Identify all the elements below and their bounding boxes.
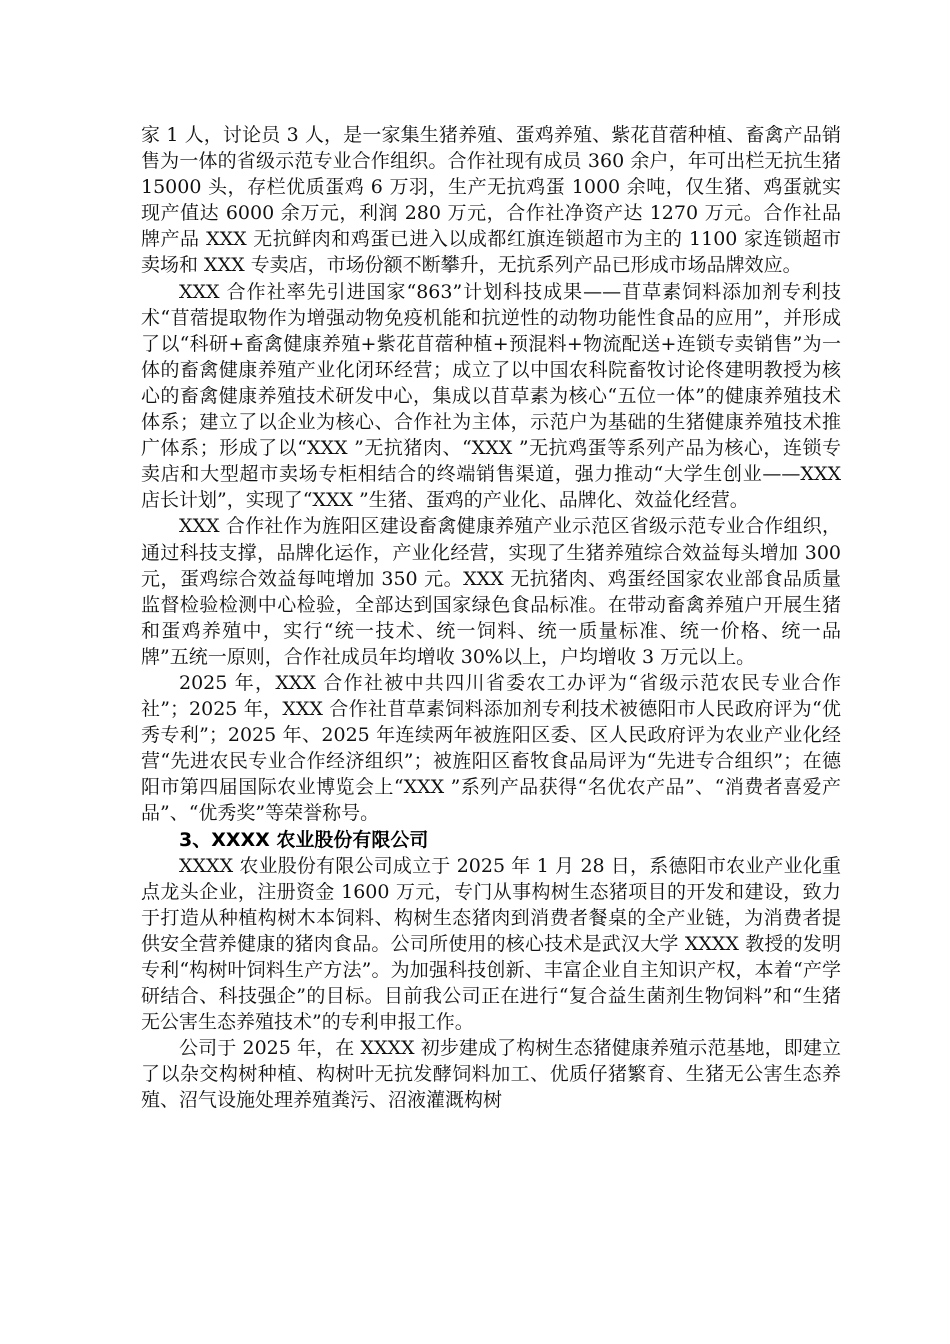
body-paragraph: 2025 年，XXX 合作社被中共四川省委农工办评为“省级示范农民专业合作社”；2025 年，XXX 合作社苜草素饲料添加剂专利技术被德阳市人民政府评为“优秀专利”；2025 年、2025 年连续两年被旌阳区委、区人民政府评为农业产业化经营“先进农民专业合作经济组织”；被旌阳区畜牧食品局评为“先进专合组织”；在德阳市第四届国际农业博览会上“XXX ”系列产品获得“名优农产品”、“消费者喜爱产品”、“优秀奖”等荣誉称号。 bbox=[141, 671, 841, 825]
body-paragraph: 家 1 人，讨论员 3 人，是一家集生猪养殖、蛋鸡养殖、紫花苜蓿种植、畜禽产品销售为一体的省级示范专业合作组织。合作社现有成员 360 余户，年可出栏无抗生猪 15000 头，存栏优质蛋鸡 6 万羽，生产无抗鸡蛋 1000 余吨，仅生猪、鸡蛋就实现产值达 6000 余万元，利润 280 万元，合作社净资产达 1270 万元。合作社品牌产品 XXX 无抗鲜肉和鸡蛋已进入以成都红旗连锁超市为主的 1100 家连锁超市卖场和 XXX 专卖店，市场份额不断攀升，无抗系列产品已形成市场品牌效应。 bbox=[141, 124, 841, 277]
body-paragraph: XXX 合作社作为旌阳区建设畜禽健康养殖产业示范区省级示范专业合作组织，通过科技支撑，品牌化运作，产业化经营，实现了生猪养殖综合效益每头增加 300 元，蛋鸡综合效益每吨增加 350 元。XXX 无抗猪肉、鸡蛋经国家农业部食品质量监督检验检测中心检验，全部达到国家绿色食品标准。在带动畜禽养殖户开展生猪和蛋鸡养殖中，实行“统一技术、统一饲料、统一质量标准、统一价格、统一品牌”五统一原则，合作社成员年均增收 30%以上，户均增收 3 万元以上。 bbox=[141, 515, 841, 668]
document-page bbox=[141, 122, 841, 1114]
body-paragraph: 公司于 2025 年，在 XXXX 初步建成了构树生态猪健康养殖示范基地，即建立了以杂交构树种植、构树叶无抗发酵饲料加工、优质仔猪繁育、生猪无公害生态养殖、沼气设施处理养殖粪污、沼液灌溉构树 bbox=[141, 1037, 841, 1112]
body-paragraph: XXXX 农业股份有限公司成立于 2025 年 1 月 28 日，系德阳市农业产业化重点龙头企业，注册资金 1600 万元，专门从事构树生态猪项目的开发和建设，致力于打造从种植构树木本饲料、构树生态猪肉到消费者餐桌的全产业链，为消费者提供安全营养健康的猪肉食品。公司所使用的核心技术是武汉大学 XXXX 教授的发明专利“构树叶饲料生产方法”。为加强科技创新、丰富企业自主知识产权，本着“产学研结合、科技强企”的目标。目前我公司正在进行“复合益生菌剂生物饲料”和“生猪无公害生态养殖技术”的专利申报工作。 bbox=[141, 854, 841, 1034]
section-heading: 3、XXXX 农业股份有限公司 bbox=[179, 828, 429, 851]
body-paragraph: XXX 合作社率先引进国家“863”计划科技成果——苜草素饲料添加剂专利技术“苜蓿提取物作为增强动物免疫机能和抗逆性的动物功能性食品的应用”，并形成了以“科研+畜禽健康养殖+紫花苜蓿种植+预混料+物流配送+连锁专卖销售”为一体的畜禽健康养殖产业化闭环经营；成立了以中国农科院畜牧讨论佟建明教授为核心的畜禽健康养殖技术研发中心，集成以苜草素为核心“五位一体”的健康养殖技术体系；建立了以企业为核心、合作社为主体，示范户为基础的生猪健康养殖技术推广体系；形成了以“XXX ”无抗猪肉、“XXX ”无抗鸡蛋等系列产品为核心，连锁专卖店和大型超市卖场专柜相结合的终端销售渠道，强力推动“大学生创业——XXX 店长计划”，实现了“XXX ”生猪、蛋鸡的产业化、品牌化、效益化经营。 bbox=[141, 280, 841, 512]
